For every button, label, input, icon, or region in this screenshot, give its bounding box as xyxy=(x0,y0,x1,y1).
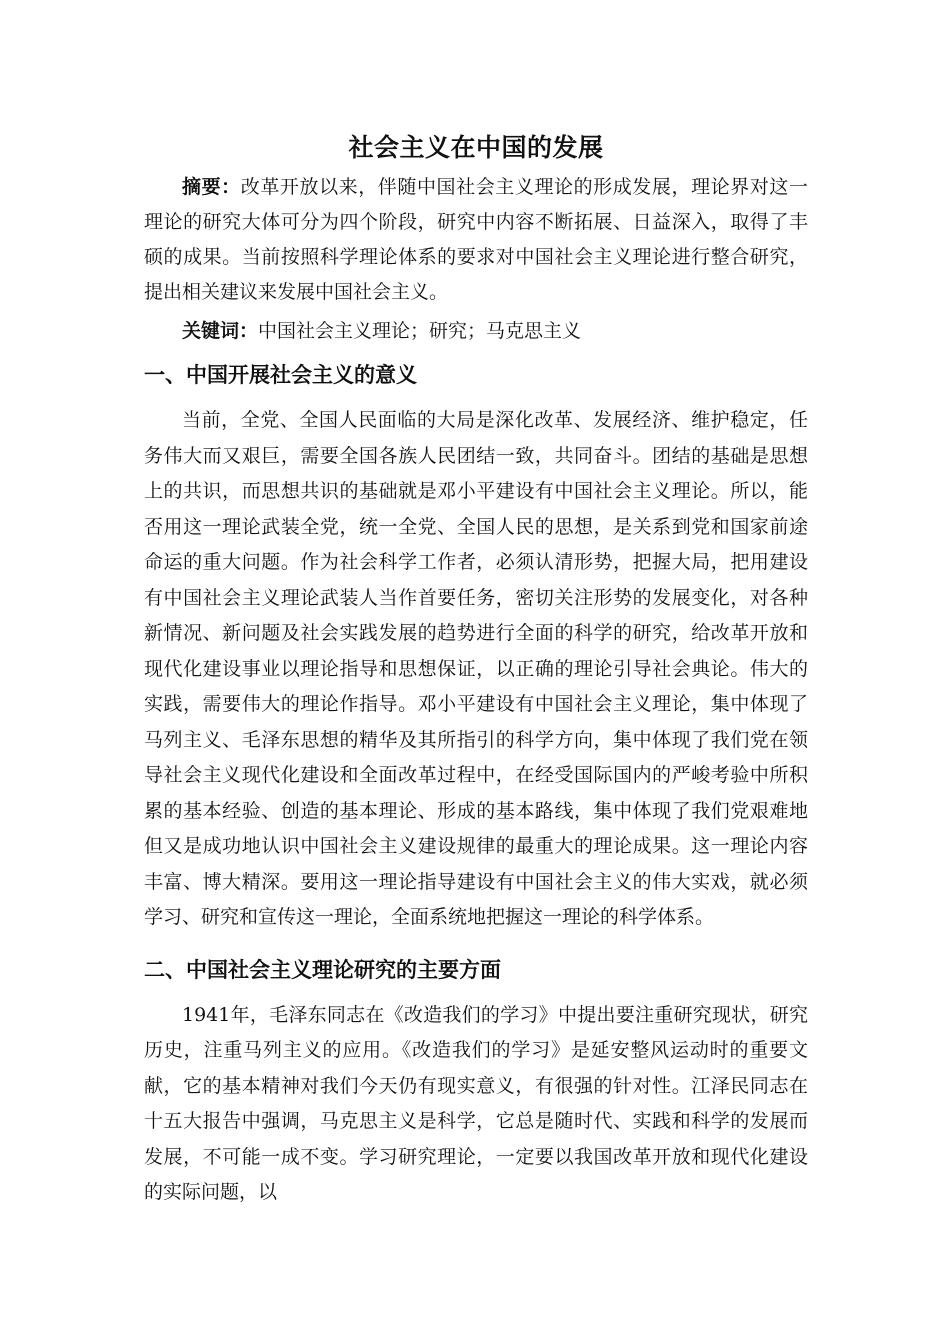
section-1 xyxy=(144,355,808,936)
keywords-text: 中国社会主义理论；研究；马克思主义 xyxy=(258,320,582,342)
keywords-label: 关键词： xyxy=(182,320,259,342)
section-2 xyxy=(144,950,808,1211)
abstract-paragraph xyxy=(144,170,808,310)
abstract-text: 改革开放以来，伴随中国社会主义理论的形成发展，理论界对这一理论的研究大体可分为四个阶段，研究中内容不断拓展、日益深入，取得了丰硕的成果。当前按照科学理论体系的要求对中国社会主义理论进行整合研究，提出相关建议来发展中国社会主义。 xyxy=(144,176,808,303)
keywords-paragraph xyxy=(144,314,808,349)
section-paragraph-2: 1941年，毛泽东同志在《改造我们的学习》中提出要注重研究现状，研究历史，注重马列主义的应用。《改造我们的学习》是延安整风运动时的重要文献，它的基本精神对我们今天仍有现实意义，有很强的针对性。江泽民同志在十五大报告中强调，马克思主义是科学，它总是随时代、实践和科学的发展而发展，不可能一成不变。学习研究理论，一定要以我国改革开放和现代化建设的实际问题，以 xyxy=(144,1003,808,1203)
section-heading-2: 二、中国社会主义理论研究的主要方面 xyxy=(144,957,501,982)
document-title: 社会主义在中国的发展 xyxy=(348,133,604,162)
section-paragraph-1: 当前，全党、全国人民面临的大局是深化改革、发展经济、维护稳定，任务伟大而又艰巨，需要全国各族人民团结一致，共同奋斗。团结的基础是思想上的共识，而思想共识的基础就是邓小平建设有中国社会主义理论。所以，能否用这一理论武装全党，统一全党、全国人民的思想，是关系到党和国家前途命运的重大问题。作为社会科学工作者，必须认清形势，把握大局，把用建设有中国社会主义理论武装人当作首要任务，密切关注形势的发展变化，对各种新情况、新问题及社会实践发展的趋势进行全面的科学的研究，给改革开放和现代化建设事业以理论指导和思想保证，以正确的理论引导社会典论。伟大的实践，需要伟大的理论作指导。邓小平建设有中国社会主义理论，集中体现了马列主义、毛泽东思想的精华及其所指引的科学方向，集中体现了我们党在领导社会主义现代化建设和全面改革过程中，在经受国际国内的严峻考验中所积累的基本经验、创造的基本理论、形成的基本路线，集中体现了我们党艰难地但又是成功地认识中国社会主义建设规律的最重大的理论成果。这一理论内容丰富、博大精深。要用这一理论指导建设有中国社会主义的伟大实戏，就必须学习、研究和宣传这一理论，全面系统地把握这一理论的科学体系。 xyxy=(144,409,808,928)
abstract-label: 摘要： xyxy=(182,176,241,198)
section-heading-1: 一、中国开展社会主义的意义 xyxy=(144,363,417,387)
document-content xyxy=(144,128,808,1211)
